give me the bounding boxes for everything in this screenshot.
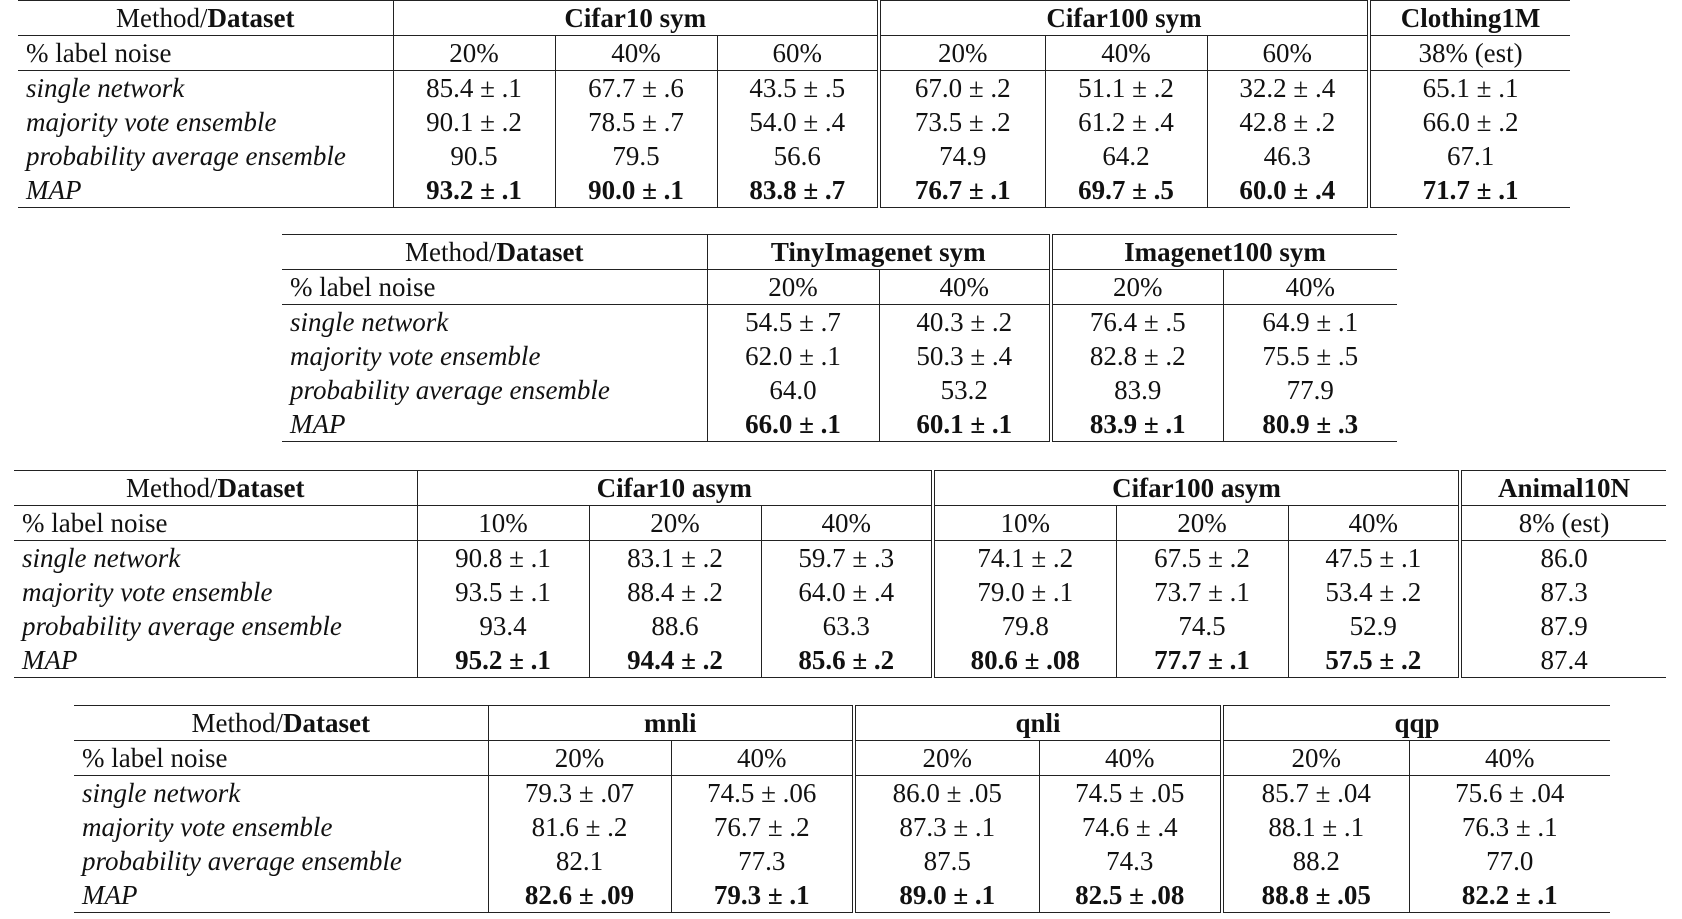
accuracy-cell: 66.0 ± .2 [1369,105,1570,139]
accuracy-cell: 79.5 [555,139,717,173]
noise-level-label: % label noise [14,506,417,541]
accuracy-cell: 90.5 [393,139,555,173]
dataset-header-label: Dataset [283,707,370,738]
table-row [18,139,1570,173]
accuracy-cell: 74.6 ± .4 [1039,810,1222,844]
accuracy-cell: 66.0 ± .1 [707,407,879,442]
accuracy-cell: 64.2 [1045,139,1207,173]
accuracy-cell: 79.0 ± .1 [933,575,1116,609]
results-table-2 [282,234,1397,442]
noise-level-cell: 20% [393,36,555,71]
accuracy-cell: 54.5 ± .7 [707,305,879,340]
accuracy-cell: 86.0 [1460,541,1666,576]
noise-level-cell: 38% (est) [1369,36,1570,71]
accuracy-cell: 93.5 ± .1 [417,575,589,609]
method-name: MAP [18,173,393,208]
accuracy-cell: 89.0 ± .1 [854,878,1039,913]
accuracy-cell: 83.8 ± .7 [717,173,879,208]
accuracy-cell: 73.5 ± .2 [879,105,1045,139]
accuracy-cell: 73.7 ± .1 [1116,575,1288,609]
table-row [18,105,1570,139]
accuracy-cell: 78.5 ± .7 [555,105,717,139]
accuracy-cell: 82.6 ± .09 [488,878,671,913]
noise-level-cell: 20% [589,506,761,541]
noise-level-cell: 40% [555,36,717,71]
accuracy-cell: 79.3 ± .07 [488,776,671,811]
accuracy-cell: 62.0 ± .1 [707,339,879,373]
method-dataset-header [18,1,393,36]
dataset-group-header: Animal10N [1460,471,1666,506]
noise-level-cell: 40% [1045,36,1207,71]
method-name: majority vote ensemble [22,576,273,607]
noise-level-label: % label noise [282,270,707,305]
accuracy-cell: 46.3 [1207,139,1369,173]
noise-level-cell: 40% [761,506,933,541]
accuracy-cell: 83.9 ± .1 [1051,407,1223,442]
noise-level-cell: 10% [933,506,1116,541]
accuracy-cell: 77.9 [1223,373,1397,407]
method-name: probability average ensemble [22,610,342,641]
accuracy-cell: 88.4 ± .2 [589,575,761,609]
table-row [14,609,1666,643]
noise-level-cell: 20% [1222,741,1409,776]
method-name: single network [82,777,241,808]
accuracy-cell: 82.2 ± .1 [1409,878,1610,913]
dataset-group-header: qqp [1222,706,1610,741]
accuracy-cell: 56.6 [717,139,879,173]
accuracy-cell: 76.3 ± .1 [1409,810,1610,844]
accuracy-cell: 88.1 ± .1 [1222,810,1409,844]
dataset-header-label: Dataset [496,236,584,267]
accuracy-cell: 59.7 ± .3 [761,541,933,576]
noise-level-cell: 20% [488,741,671,776]
table-row [282,373,1397,407]
results-table-3 [14,470,1666,678]
accuracy-cell: 67.7 ± .6 [555,71,717,106]
accuracy-cell: 64.0 [707,373,879,407]
method-name: majority vote ensemble [82,811,333,842]
accuracy-cell: 77.3 [671,844,854,878]
method-dataset-header [282,235,707,270]
noise-level-cell: 40% [1223,270,1397,305]
accuracy-cell: 80.9 ± .3 [1223,407,1397,442]
accuracy-cell: 90.8 ± .1 [417,541,589,576]
method-name: majority vote ensemble [290,340,541,371]
noise-level-row [282,270,1397,305]
dataset-group-header: Clothing1M [1369,1,1570,36]
accuracy-cell: 90.1 ± .2 [393,105,555,139]
dataset-group-header: mnli [488,706,854,741]
method-header-label: Method/ [116,2,208,33]
accuracy-cell: 80.6 ± .08 [933,643,1116,678]
accuracy-cell: 82.1 [488,844,671,878]
accuracy-cell: 85.6 ± .2 [761,643,933,678]
table-row [14,541,1666,576]
accuracy-cell: 88.6 [589,609,761,643]
accuracy-cell: 87.3 [1460,575,1666,609]
dataset-header-label: Dataset [207,2,295,33]
table-row [18,173,1570,208]
accuracy-cell: 75.5 ± .5 [1223,339,1397,373]
accuracy-cell: 63.3 [761,609,933,643]
accuracy-cell: 76.7 ± .1 [879,173,1045,208]
accuracy-cell: 86.0 ± .05 [854,776,1039,811]
noise-level-cell: 60% [1207,36,1369,71]
accuracy-cell: 74.3 [1039,844,1222,878]
accuracy-cell: 42.8 ± .2 [1207,105,1369,139]
noise-level-cell: 40% [671,741,854,776]
noise-level-row [74,741,1610,776]
table-row [74,810,1610,844]
method-name: probability average ensemble [26,140,346,171]
results-table-4 [74,705,1610,913]
noise-level-cell: 8% (est) [1460,506,1666,541]
accuracy-cell: 51.1 ± .2 [1045,71,1207,106]
accuracy-cell: 76.4 ± .5 [1051,305,1223,340]
method-header-label: Method/ [405,236,497,267]
dataset-group-header: Imagenet100 sym [1051,235,1397,270]
table-row [282,339,1397,373]
noise-level-row [14,506,1666,541]
accuracy-cell: 76.7 ± .2 [671,810,854,844]
accuracy-cell: 83.1 ± .2 [589,541,761,576]
method-name: probability average ensemble [82,845,402,876]
accuracy-cell: 93.4 [417,609,589,643]
noise-level-label: % label noise [18,36,393,71]
accuracy-cell: 53.2 [879,373,1051,407]
noise-level-cell: 40% [1039,741,1222,776]
accuracy-cell: 82.8 ± .2 [1051,339,1223,373]
accuracy-cell: 69.7 ± .5 [1045,173,1207,208]
table-row [74,776,1610,811]
method-name: single network [22,542,181,573]
accuracy-cell: 50.3 ± .4 [879,339,1051,373]
method-name: probability average ensemble [290,374,610,405]
noise-level-cell: 10% [417,506,589,541]
accuracy-cell: 67.0 ± .2 [879,71,1045,106]
noise-level-cell: 60% [717,36,879,71]
table-row [282,407,1397,442]
group-header-row [282,235,1397,270]
noise-level-cell: 20% [1116,506,1288,541]
accuracy-cell: 67.5 ± .2 [1116,541,1288,576]
accuracy-cell: 60.1 ± .1 [879,407,1051,442]
accuracy-cell: 75.6 ± .04 [1409,776,1610,811]
accuracy-cell: 53.4 ± .2 [1288,575,1460,609]
accuracy-cell: 90.0 ± .1 [555,173,717,208]
accuracy-cell: 87.3 ± .1 [854,810,1039,844]
dataset-group-header: Cifar10 asym [417,471,933,506]
table-row [282,305,1397,340]
method-name: MAP [14,643,417,678]
accuracy-cell: 82.5 ± .08 [1039,878,1222,913]
accuracy-cell: 47.5 ± .1 [1288,541,1460,576]
dataset-group-header: qnli [854,706,1222,741]
accuracy-cell: 67.1 [1369,139,1570,173]
accuracy-cell: 43.5 ± .5 [717,71,879,106]
noise-level-cell: 20% [707,270,879,305]
accuracy-cell: 88.8 ± .05 [1222,878,1409,913]
results-table-1 [18,0,1570,208]
accuracy-cell: 95.2 ± .1 [417,643,589,678]
table-row [74,844,1610,878]
table-row [74,878,1610,913]
dataset-group-header: Cifar100 sym [879,1,1369,36]
noise-level-cell: 20% [879,36,1045,71]
method-name: MAP [282,407,707,442]
accuracy-cell: 52.9 [1288,609,1460,643]
table-row [18,71,1570,106]
accuracy-cell: 93.2 ± .1 [393,173,555,208]
method-header-label: Method/ [126,472,218,503]
accuracy-cell: 88.2 [1222,844,1409,878]
accuracy-cell: 71.7 ± .1 [1369,173,1570,208]
accuracy-cell: 83.9 [1051,373,1223,407]
dataset-header-label: Dataset [217,472,305,503]
group-header-row [74,706,1610,741]
accuracy-cell: 87.5 [854,844,1039,878]
noise-level-cell: 20% [854,741,1039,776]
table-row [14,643,1666,678]
accuracy-cell: 79.3 ± .1 [671,878,854,913]
accuracy-cell: 79.8 [933,609,1116,643]
accuracy-cell: 61.2 ± .4 [1045,105,1207,139]
accuracy-cell: 87.4 [1460,643,1666,678]
accuracy-cell: 54.0 ± .4 [717,105,879,139]
accuracy-cell: 77.0 [1409,844,1610,878]
accuracy-cell: 81.6 ± .2 [488,810,671,844]
accuracy-cell: 77.7 ± .1 [1116,643,1288,678]
group-header-row [18,1,1570,36]
dataset-group-header: Cifar10 sym [393,1,879,36]
table-row [14,575,1666,609]
method-dataset-header [14,471,417,506]
method-dataset-header [74,706,488,741]
group-header-row [14,471,1666,506]
dataset-group-header: Cifar100 asym [933,471,1460,506]
method-name: single network [290,306,449,337]
noise-level-label: % label noise [74,741,488,776]
noise-level-cell: 40% [1288,506,1460,541]
accuracy-cell: 94.4 ± .2 [589,643,761,678]
method-name: majority vote ensemble [26,106,277,137]
accuracy-cell: 85.4 ± .1 [393,71,555,106]
accuracy-cell: 74.9 [879,139,1045,173]
noise-level-cell: 40% [879,270,1051,305]
accuracy-cell: 85.7 ± .04 [1222,776,1409,811]
noise-level-row [18,36,1570,71]
accuracy-cell: 32.2 ± .4 [1207,71,1369,106]
accuracy-cell: 60.0 ± .4 [1207,173,1369,208]
accuracy-cell: 40.3 ± .2 [879,305,1051,340]
noise-level-cell: 20% [1051,270,1223,305]
method-name: MAP [74,878,488,913]
accuracy-cell: 64.9 ± .1 [1223,305,1397,340]
accuracy-cell: 74.1 ± .2 [933,541,1116,576]
noise-level-cell: 40% [1409,741,1610,776]
accuracy-cell: 74.5 [1116,609,1288,643]
accuracy-cell: 64.0 ± .4 [761,575,933,609]
method-header-label: Method/ [191,707,283,738]
dataset-group-header: TinyImagenet sym [707,235,1051,270]
method-name: single network [26,72,185,103]
accuracy-cell: 87.9 [1460,609,1666,643]
accuracy-cell: 74.5 ± .06 [671,776,854,811]
accuracy-cell: 65.1 ± .1 [1369,71,1570,106]
accuracy-cell: 57.5 ± .2 [1288,643,1460,678]
accuracy-cell: 74.5 ± .05 [1039,776,1222,811]
